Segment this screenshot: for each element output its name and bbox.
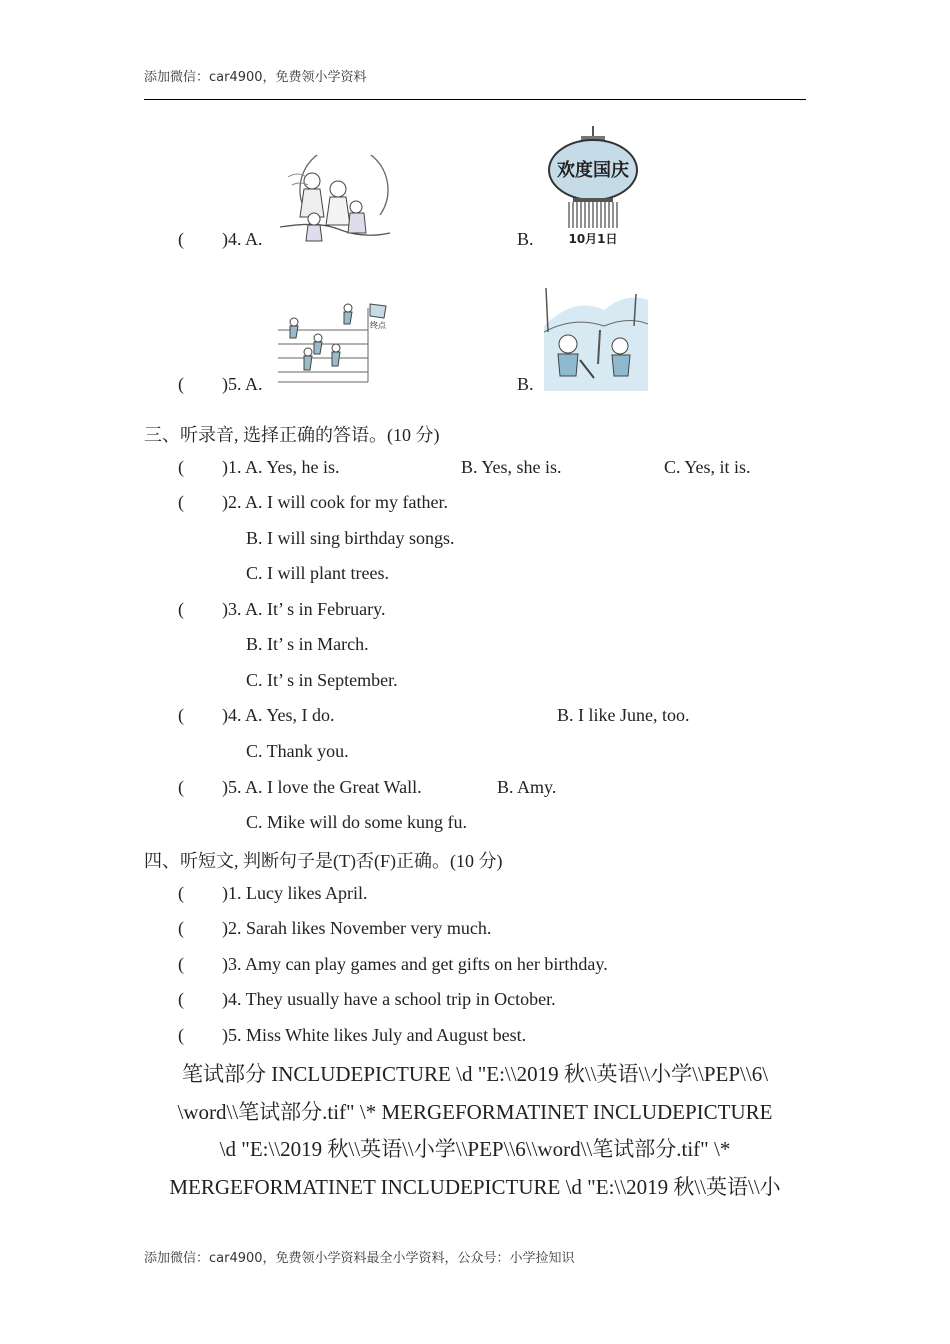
s4-q4-paren: ( (178, 989, 184, 1009)
s4-q1-statement: )1. Lucy likes April. (222, 883, 368, 903)
s4-q5-statement: )5. Miss White likes July and August best. (222, 1025, 527, 1045)
s3-q5-option-a: )5. A. I love the Great Wall. (222, 777, 422, 797)
q4-paren: ( (178, 229, 184, 249)
national-day-lantern-picture (545, 124, 640, 249)
running-race-picture (278, 300, 390, 384)
s3-q4-option-a: )4. A. Yes, I do. (222, 705, 335, 725)
finish-label: 终点 (370, 321, 386, 330)
section3-title: 三、听录音, 选择正确的答语。(10 分) (144, 425, 440, 445)
s3-q4-paren: ( (178, 705, 184, 725)
q4-option-b: B. (517, 229, 534, 249)
field-code-line-4: MERGEFORMATINET INCLUDEPICTURE \d "E:\\2019 秋\\英语\\小 (169, 1175, 781, 1199)
s3-q2-option-a: )2. A. I will cook for my father. (222, 492, 448, 512)
lantern-title: 欢度国庆 (557, 160, 629, 181)
s3-q3-paren: ( (178, 599, 184, 619)
s3-q4-option-c: C. Thank you. (246, 741, 349, 761)
section4-title: 四、听短文, 判断句子是(T)否(F)正确。(10 分) (144, 851, 503, 871)
s3-q4-option-b: B. I like June, too. (557, 705, 690, 725)
s3-q3-option-a: )3. A. It’ s in February. (222, 599, 386, 619)
field-code-line-2: \word\\笔试部分.tif" \* MERGEFORMATINET INCLUDEPICTURE (177, 1100, 773, 1124)
s3-q2-option-b: B. I will sing birthday songs. (246, 528, 455, 548)
q5-paren: ( (178, 374, 184, 394)
s4-q3-statement: )3. Amy can play games and get gifts on her birthday. (222, 954, 608, 974)
tree-planting-picture (544, 286, 648, 391)
s4-q2-paren: ( (178, 918, 184, 938)
s4-q1-paren: ( (178, 883, 184, 903)
s3-q2-paren: ( (178, 492, 184, 512)
s4-q5-paren: ( (178, 1025, 184, 1045)
s3-q1-option-c: C. Yes, it is. (664, 457, 751, 477)
s4-q2-statement: )2. Sarah likes November very much. (222, 918, 492, 938)
field-code-line-3: \d "E:\\2019 秋\\英语\\小学\\PEP\\6\\word\\笔试部分.tif" \* (219, 1137, 731, 1161)
s3-q1-option-a: )1. A. Yes, he is. (222, 457, 340, 477)
header-rule (144, 99, 806, 100)
header-text: 添加微信：car4900，免费领小学资料 (144, 70, 367, 85)
s3-q5-option-c: C. Mike will do some kung fu. (246, 812, 467, 832)
s3-q5-paren: ( (178, 777, 184, 797)
q5-prefix: )5. A. (222, 374, 263, 394)
s3-q3-option-c: C. It’ s in September. (246, 670, 398, 690)
footer-text: 添加微信：car4900，免费领小学资料最全小学资料，公众号：小学捡知识 (144, 1251, 575, 1266)
s4-q4-statement: )4. They usually have a school trip in October. (222, 989, 556, 1009)
s3-q3-option-b: B. It’ s in March. (246, 634, 369, 654)
lantern-date: 10月1日 (568, 232, 618, 246)
s3-q1-option-b: B. Yes, she is. (461, 457, 562, 477)
field-code-line-1: 笔试部分 INCLUDEPICTURE \d "E:\\2019 秋\\英语\\小学\\PEP\\6\ (181, 1062, 769, 1086)
s4-q3-paren: ( (178, 954, 184, 974)
family-moon-picture (278, 155, 393, 245)
q5-option-b: B. (517, 374, 534, 394)
q4-prefix: )4. A. (222, 229, 263, 249)
s3-q1-paren: ( (178, 457, 184, 477)
s3-q2-option-c: C. I will plant trees. (246, 563, 389, 583)
s3-q5-option-b: B. Amy. (497, 777, 557, 797)
